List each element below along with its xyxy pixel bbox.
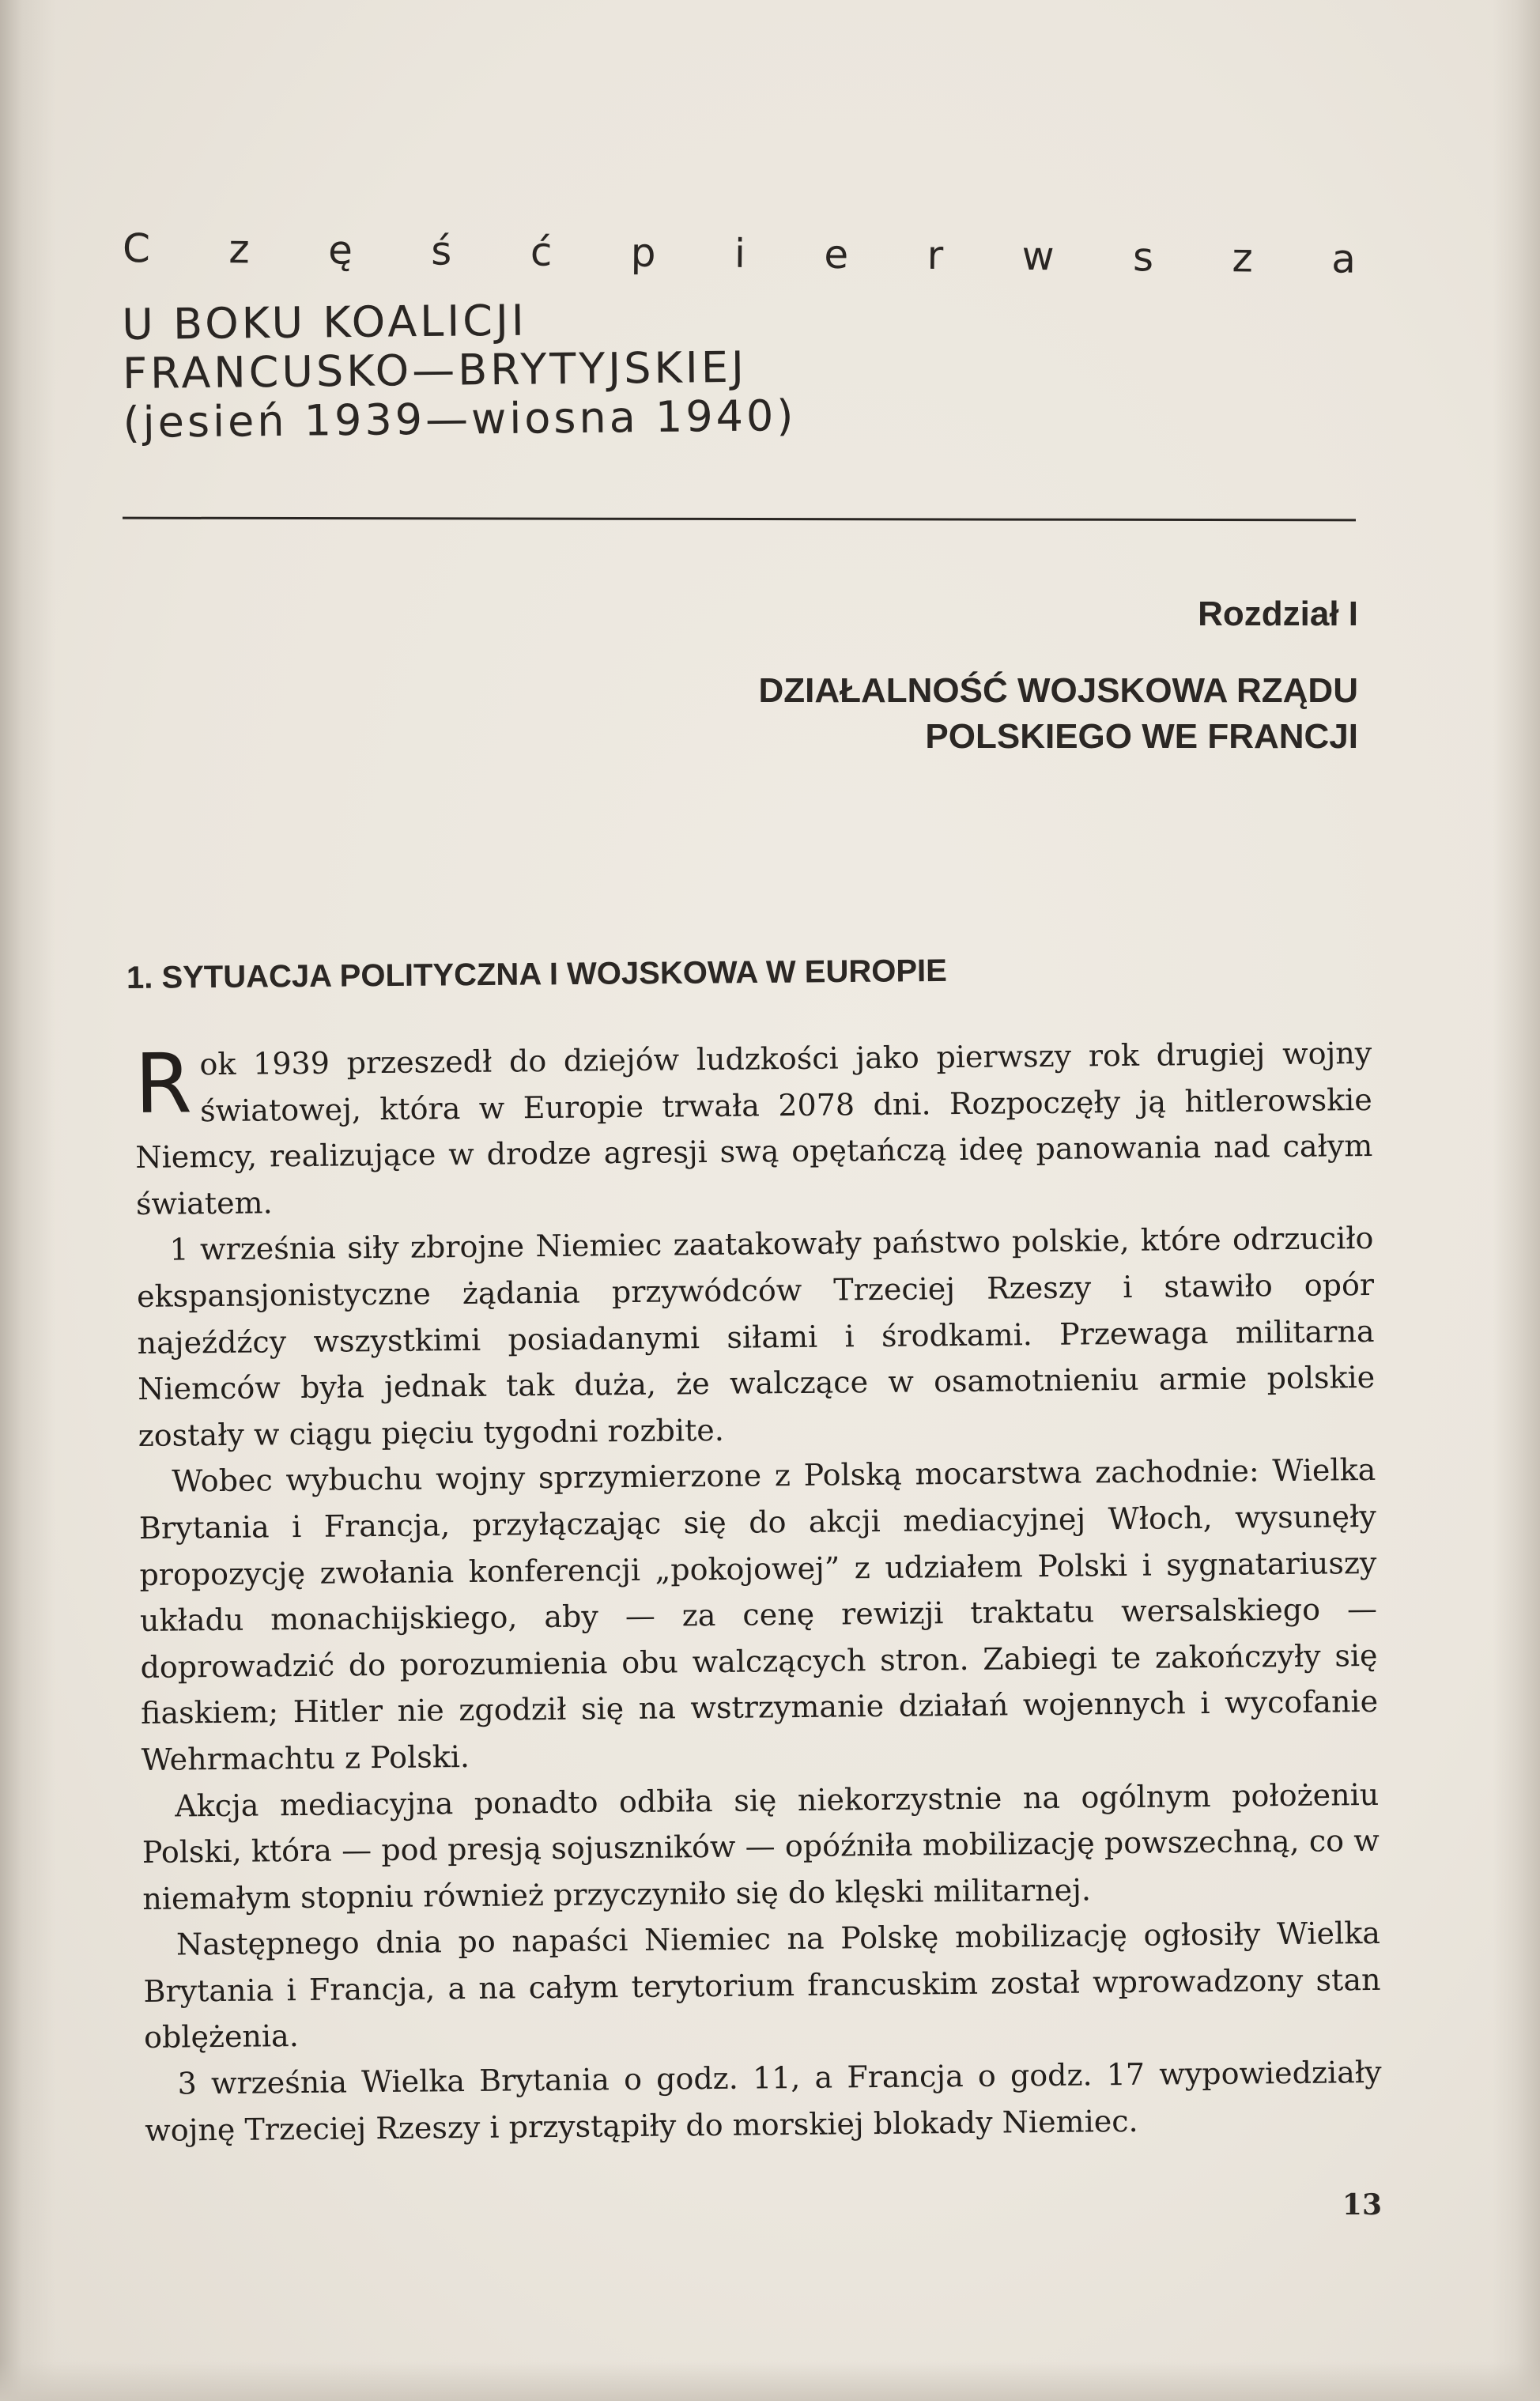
page-edge-right (1493, 0, 1540, 2401)
part-label-letter: s (1132, 234, 1154, 281)
paragraph (134, 1030, 1373, 1227)
part-label-letter: z (228, 226, 250, 273)
paragraph: Wobec wybuchu wojny sprzymierzone z Polską mocarstwa zachodnie: Wielka Brytania i Francja, przyłączając się do akcji mediacyjnej Włoch, wysunęły propozycję zwołania konferencji „pokojowej” z udziałem Polski i sygnatariuszy układu monachijskiego, aby — za cenę rewizji traktatu wersalskiego — doprowadzić do porozumienia obu walczących stron. Zabiegi te zakończyły się fiaskiem; Hitler nie zgodził się na wstrzymanie działań wojennych i wycofanie Wehrmachtu z Polski. (138, 1452, 1379, 1777)
part-label-letter: e (824, 231, 849, 278)
part-label-letter: z (1232, 235, 1254, 281)
part-label-letter: ę (327, 227, 353, 274)
paragraph: Następnego dnia po napaści Niemiec na Polskę mobilizację ogłosiły Wielka Brytania i Francja, a na całym terytorium francuskim został wprowadzony stan oblężenia. (143, 1916, 1381, 2056)
page-number: 13 (1342, 2188, 1382, 2222)
part-label-letter: ć (530, 228, 553, 275)
page-edge-bottom (0, 2361, 1540, 2401)
horizontal-rule (123, 517, 1356, 522)
section-title: 1. SYTUACJA POLITYCZNA I WOJSKOWA W EUROPIE (126, 953, 948, 995)
chapter-title (758, 668, 1358, 760)
part-label-letter: C (122, 225, 151, 272)
spine-shadow (0, 0, 55, 2401)
part-title-line: U BOKU KOALICJI (122, 295, 528, 350)
part-label-letter: p (630, 229, 656, 276)
paragraph: Akcja mediacyjna ponadto odbiła się niekorzystnie na ogólnym położeniu Polski, która — pod presją sojuszników — opóźniła mobilizację powszechną, co w niemałym stopniu również przyczyniło się do klęski militarnej. (142, 1776, 1380, 1916)
part-label-letter: ś (431, 228, 452, 274)
paragraph: 1 września siły zbrojne Niemiec zaatakowały państwo polskie, które odrzuciło ekspansjonistyczne żądania przywódców Trzeciej Rzeszy i stawiło opór najeźdźcy wszystkimi posiadanymi siłami i środkami. Przewaga militarna Niemców była jednak tak duża, że walczące w osamotnieniu armie polskie zostały w ciągu pięciu tygodni rozbite. (136, 1221, 1376, 1453)
part-label (123, 225, 1356, 282)
part-label-letter: w (1021, 232, 1055, 280)
part-title (122, 293, 797, 447)
body-text (134, 1030, 1382, 2154)
paragraph: 3 września Wielka Brytania o godz. 11, a Francja o godz. 17 wypowiedziały wojnę Trzeciej Rzeszy i przystąpiły do morskiej blokady Niemiec. (145, 2054, 1382, 2148)
part-title-line: FRANCUSKO—BRYTYJSKIEJ (122, 342, 748, 398)
part-label-letter: a (1331, 236, 1357, 282)
paragraph-text: ok 1939 przeszedł do dziejów ludzkości jako pierwszy rok drugiej wojny światowej, która w Europie trwała 2078 dni. Rozpoczęły ją hitlerowskie Niemcy, realizujące w drodze agresji swą opętańczą ideę panowania nad całym światem. (135, 1035, 1373, 1221)
chapter-title-line: DZIAŁALNOŚĆ WOJSKOWA RZĄDU (758, 671, 1358, 710)
drop-cap: R (134, 1035, 193, 1132)
chapter-label: Rozdział I (1198, 595, 1358, 633)
part-label-letter: i (734, 230, 746, 277)
part-title-line: (jesień 1939—wiosna 1940) (123, 391, 797, 447)
chapter-title-line: POLSKIEGO WE FRANCJI (925, 717, 1358, 756)
part-label-letter: r (927, 232, 944, 279)
